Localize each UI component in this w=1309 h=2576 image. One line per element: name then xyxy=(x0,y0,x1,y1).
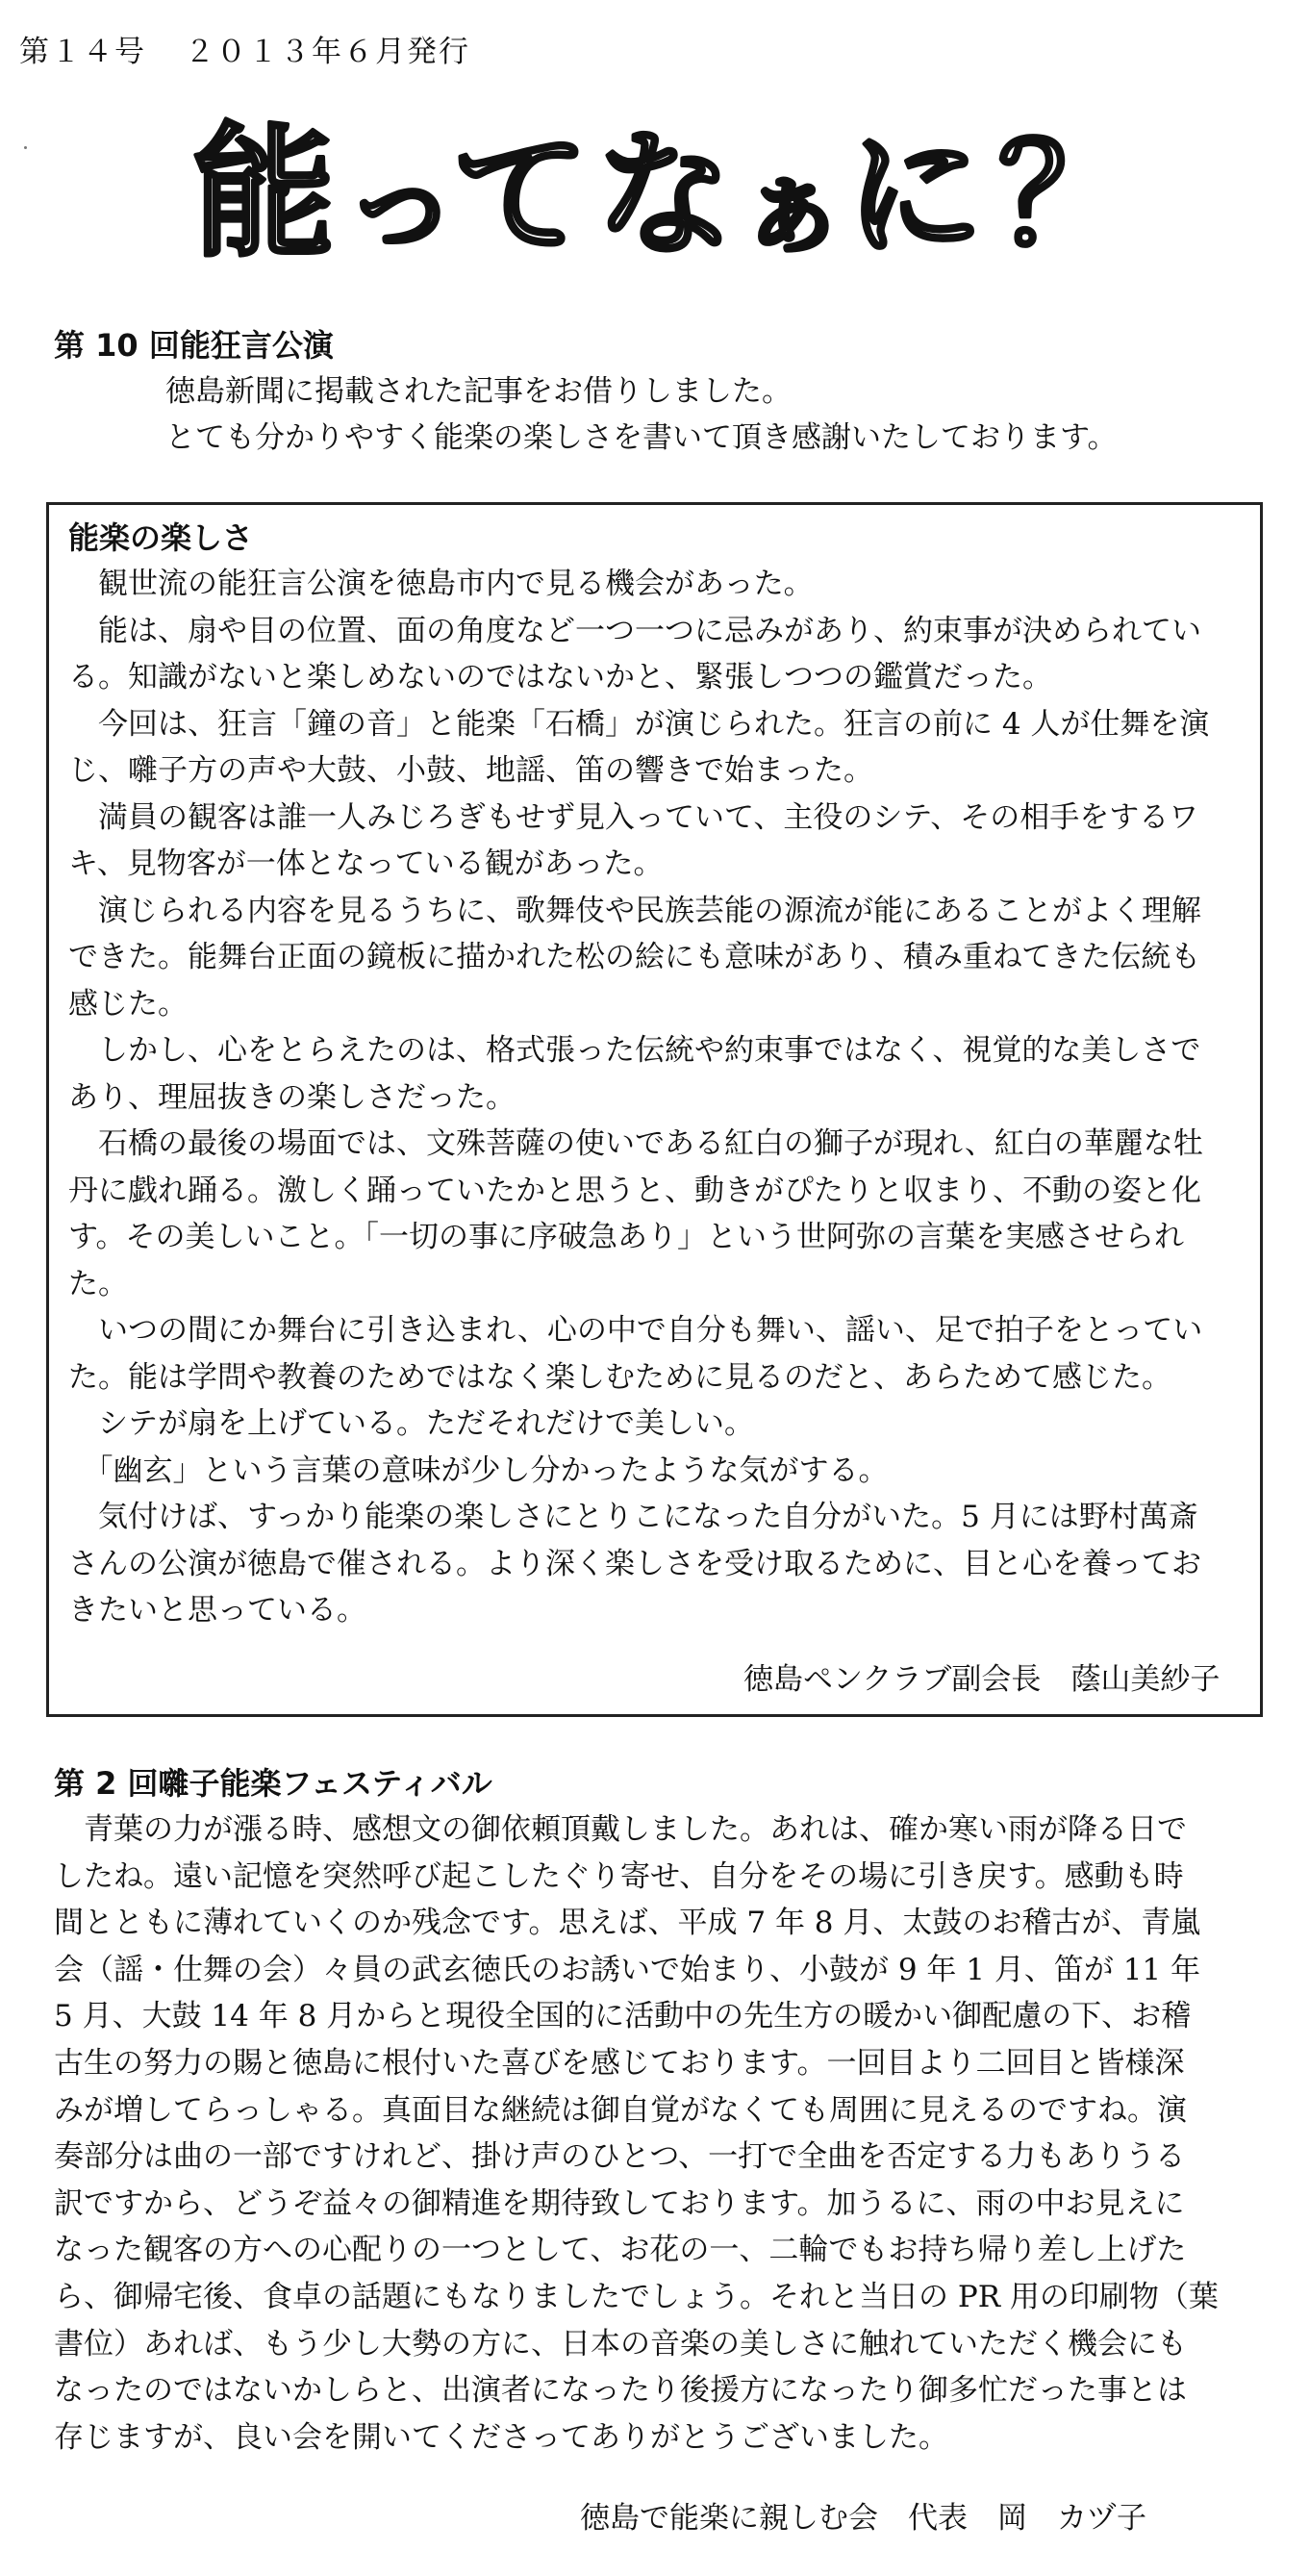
essay-line: あり、理屈抜きの楽しさだった。 xyxy=(68,1079,516,1115)
essay-heading: 能楽の楽しさ xyxy=(68,519,254,556)
essay-line: 「幽玄」という言葉の意味が少し分かったような気がする。 xyxy=(68,1452,889,1488)
festival-line: 古生の努力の賜と徳島に根付いた喜びを感じております。一回目より二回目と皆様深 xyxy=(54,2045,1185,2081)
festival-line: ら、御帰宅後、食卓の話題にもなりましたでしょう。それと当日の PR 用の印刷物（葉 xyxy=(54,2279,1219,2314)
essay-line: 観世流の能狂言公演を徳島市内で見る機会があった。 xyxy=(68,567,814,601)
festival-line: なった観客の方への心配りの一つとして、お花の一、二輪でもお持ち帰り差し上げた xyxy=(54,2233,1187,2268)
title-char: ぁ xyxy=(739,143,846,268)
essay-line: さんの公演が徳島で催される。より深く楽しさを受け取るために、目と心を養ってお xyxy=(68,1546,1201,1581)
title-char: 能 xyxy=(192,115,335,269)
festival-line: 存じますが、良い会を開いてくださってありがとうございました。 xyxy=(54,2419,948,2455)
essay-line: た。 xyxy=(68,1266,128,1301)
essay-line: しかし、心をとらえたのは、格式張った伝統や約束事ではなく、視覚的な美しさで xyxy=(68,1033,1201,1068)
issue-number: 第１４号 xyxy=(19,35,146,69)
intro-line: とても分かりやすく能楽の楽しさを書いて頂き感謝いたしております。 xyxy=(165,420,1118,455)
essay-line: る。知識がないと楽しめないのではないかと、緊張しつつの鑑賞だった。 xyxy=(68,660,1052,695)
section-performance xyxy=(54,322,1118,461)
festival-line: 5 月、大鼓 14 年 8 月からと現役全国的に活動中の先生方の暖かい御配慮の下、お稽 xyxy=(54,1999,1192,2034)
essay-line: 演じられる内容を見るうちに、歌舞伎や民族芸能の源流が能にあることがよく理解 xyxy=(68,893,1201,928)
title-char: に xyxy=(846,116,983,269)
essay-line: キ、見物客が一体となっている観があった。 xyxy=(68,846,664,881)
essay-box xyxy=(46,502,1263,1717)
title-char: て xyxy=(452,116,589,269)
essay-line: 石橋の最後の場面では、文殊菩薩の使いである紅白の獅子が現れ、紅白の華麗な牡 xyxy=(68,1126,1203,1161)
festival-line: 会（謡・仕舞の会）々員の武玄徳氏のお誘いで始まり、小鼓が 9 年 1 月、笛が 11 年 xyxy=(54,1952,1201,1987)
title-char: っ xyxy=(344,137,459,269)
essay-signature: 徳島ペンクラブ副会長 蔭山美紗子 xyxy=(743,1662,1221,1697)
essay-line: できた。能舞台正面の鏡板に描かれた松の絵にも意味があり、積み重ねてきた伝統も xyxy=(68,940,1201,974)
page-title xyxy=(192,115,1154,269)
festival-line: したね。遠い記憶を突然呼び起こしたぐり寄せ、自分をその場に引き戻す。感動も時 xyxy=(54,1858,1184,1894)
essay-line: 気付けば、すっかり能楽の楽しさにとりこになった自分がいた。5 月には野村萬斎 xyxy=(68,1500,1198,1534)
festival-line: なったのではないかしらと、出演者になったり後援方になったり御多忙だった事とは xyxy=(54,2373,1187,2409)
essay-line: きたいと思っている。 xyxy=(68,1593,366,1628)
essay-line: じ、囃子方の声や大鼓、小鼓、地謡、笛の響きで始まった。 xyxy=(68,753,873,788)
festival-line: 間とともに薄れていくのか残念です。思えば、平成 7 年 8 月、太鼓のお稽古が、青嵐 xyxy=(54,1906,1201,1941)
essay-line: 今回は、狂言「鐘の音」と能楽「石橋」が演じられた。狂言の前に 4 人が仕舞を演 xyxy=(68,706,1210,742)
essay-line: 丹に戯れ踊る。激しく踊っていたかと思うと、動きがぴたりと収まり、不動の姿と化 xyxy=(68,1173,1201,1208)
essay-line: シテが扇を上げている。ただそれだけで美しい。 xyxy=(68,1406,754,1441)
title-char: な xyxy=(596,116,733,269)
section-heading: 第 10 回能狂言公演 xyxy=(54,327,334,364)
issue-date: ２０１３年６月発行 xyxy=(185,35,470,69)
title-char: ？ xyxy=(998,116,1135,269)
essay-line: 満員の観客は誰一人みじろぎもせず見入っていて、主役のシテ、その相手をするワ xyxy=(68,799,1199,835)
festival-line: みが増してらっしゃる。真面目な継続は御自覚がなくても周囲に見えるのですね。演 xyxy=(54,2092,1187,2128)
scan-speck xyxy=(24,146,27,149)
essay-body xyxy=(68,515,1237,1634)
festival-line: 青葉の力が漲る時、感想文の御依頼頂戴しました。あれは、確か寒い雨が降る日で xyxy=(54,1812,1187,1847)
festival-heading: 第 2 回囃子能楽フェスティバル xyxy=(54,1765,492,1802)
essay-line: 感じた。 xyxy=(68,986,188,1022)
issue-line xyxy=(19,27,470,70)
essay-line: 能は、扇や目の位置、面の角度など一つ一つに忌みがあり、約束事が決められてい xyxy=(68,613,1201,648)
festival-line: 書位）あれば、もう少し大勢の方に、日本の音楽の美しさに触れていただく機会にも xyxy=(54,2326,1187,2361)
essay-line: す。その美しいこと。「一切の事に序破急あり」という世阿弥の言葉を実感させられ xyxy=(68,1220,1185,1254)
essay-line: た。能は学問や教養のためではなく楽しむために見るのだと、あらためて感じた。 xyxy=(68,1359,1171,1395)
festival-signature: 徳島で能楽に親しむ会 代表 岡 カヅ子 xyxy=(580,2501,1146,2536)
festival-essay xyxy=(54,1760,1266,2461)
essay-line: いつの間にか舞台に引き込まれ、心の中で自分も舞い、謡い、足で拍子をとってい xyxy=(68,1313,1203,1348)
festival-line: 訳ですから、どうぞ益々の御精進を期待致しております。加うるに、雨の中お見えに xyxy=(54,2185,1185,2221)
festival-line: 奏部分は曲の一部ですけれど、掛け声のひとつ、一打で全曲を否定する力もありうる xyxy=(54,2139,1186,2175)
intro-line: 徳島新聞に掲載された記事をお借りしました。 xyxy=(165,374,792,409)
